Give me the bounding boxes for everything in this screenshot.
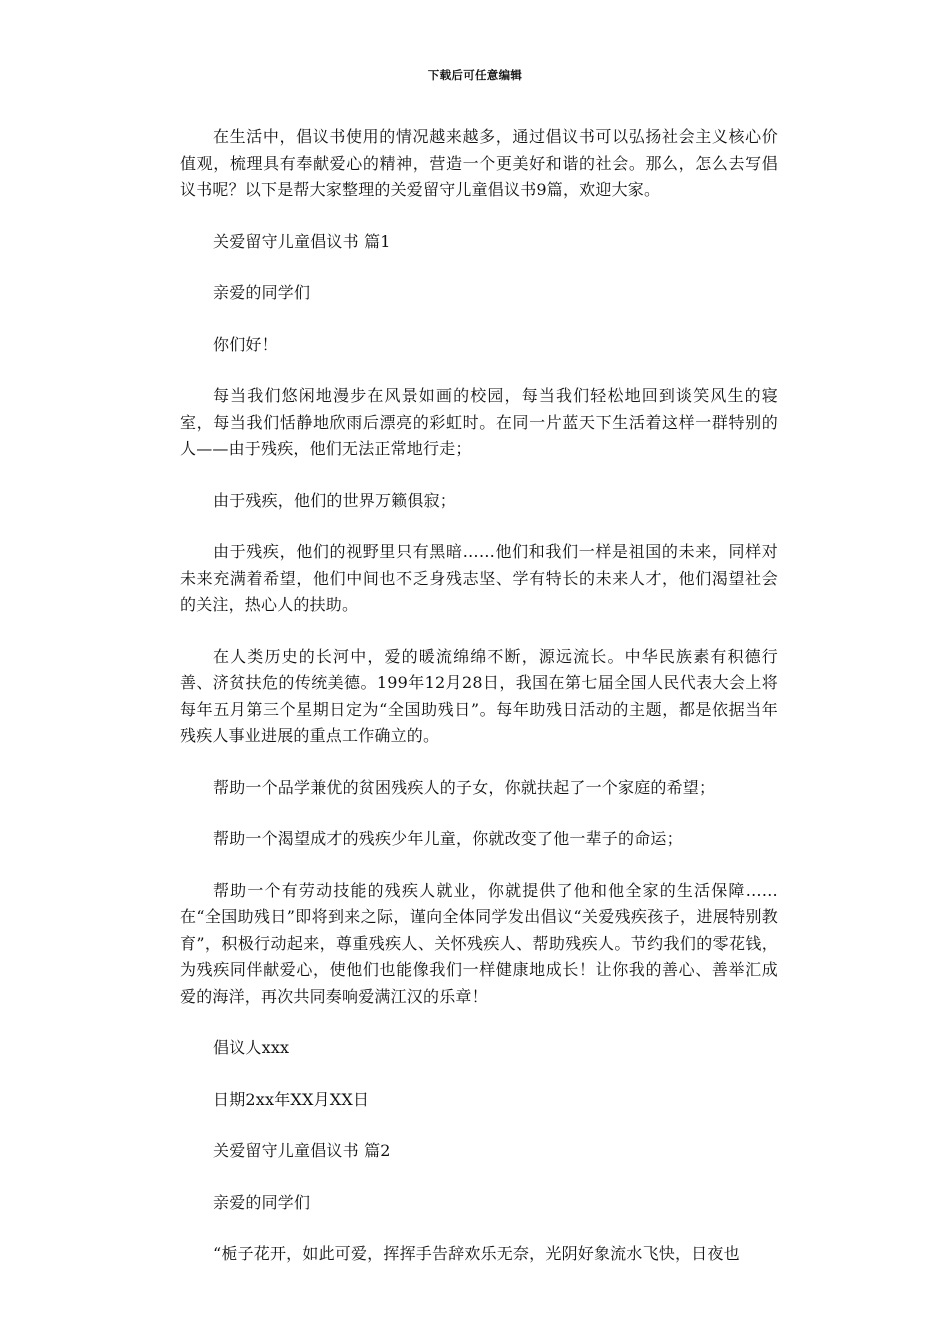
body-paragraph: 帮助一个渴望成才的残疾少年儿童，你就改变了他一辈子的命运；: [213, 829, 683, 848]
intro-paragraph: 在生活中，倡议书使用的情况越来越多，通过倡议书可以弘扬社会主义核心价值观，梳理具有奉献爱心的精神，营造一个更美好和谐的社会。那么，怎么去写倡议书呢？以下是帮大家整理的关爱留守儿童倡议书9篇，欢迎大家。: [180, 127, 778, 199]
body-paragraph: 帮助一个品学兼优的贫困残疾人的子女，你就扶起了一个家庭的希望；: [213, 777, 716, 797]
salutation: 亲爱的同学们: [213, 283, 311, 302]
document-body: [180, 124, 778, 1293]
salutation: 亲爱的同学们: [213, 1192, 311, 1212]
body-paragraph: 每当我们悠闲地漫步在风景如画的校园，每当我们轻松地回到谈笑风生的寝室，每当我们恬静地欣雨后漂亮的彩虹时。在同一片蓝天下生活着这样一群特别的人——由于残疾，他们无法正常地行走；: [180, 386, 778, 458]
date-line: 日期2xx年XX月XX日: [213, 1089, 370, 1109]
body-paragraph: 帮助一个有劳动技能的残疾人就业，你就提供了他和他全家的生活保障……在“全国助残日”即将到来之际，谨向全体同学发出倡议“关爱残疾孩子，进展特别教育”，积极行动起来，尊重残疾人、关怀残疾人、帮助残疾人。节约我们的零花钱，为残疾同伴献爱心，使他们也能像我们一样健康地成长！让你我的善心、善举汇成爱的海洋，再次共同奏响爱满江汉的乐章！: [180, 880, 778, 1006]
section-heading-1: 关爱留守儿童倡议书 篇1: [213, 231, 391, 251]
page-header: 下载后可任意编辑: [427, 68, 523, 82]
signature-line: 倡议人xxx: [213, 1038, 290, 1057]
section-heading-2: 关爱留守儿童倡议书 篇2: [213, 1141, 391, 1160]
body-paragraph: “栀子花开，如此可爱，挥挥手告辞欢乐无奈，光阴好象流水飞快，日夜也: [213, 1244, 740, 1263]
body-paragraph: 由于残疾，他们的世界万籁俱寂；: [213, 490, 457, 510]
body-paragraph: 在人类历史的长河中，爱的暖流绵绵不断，源远流长。中华民族素有积德行善、济贫扶危的传统美德。199年12月28日，我国在第七届全国人民代表大会上将每年五月第三个星期日定为“全国助残日”。每年助残日活动的主题，都是依据当年残疾人事业进展的重点工作确立的。: [180, 646, 778, 745]
body-paragraph: 由于残疾，他们的视野里只有黑暗……他们和我们一样是祖国的未来，同样对未来充满着希望，他们中间也不乏身残志坚、学有特长的未来人才，他们渴望社会的关注，热心人的扶助。: [180, 542, 778, 614]
greeting: 你们好！: [213, 334, 278, 354]
